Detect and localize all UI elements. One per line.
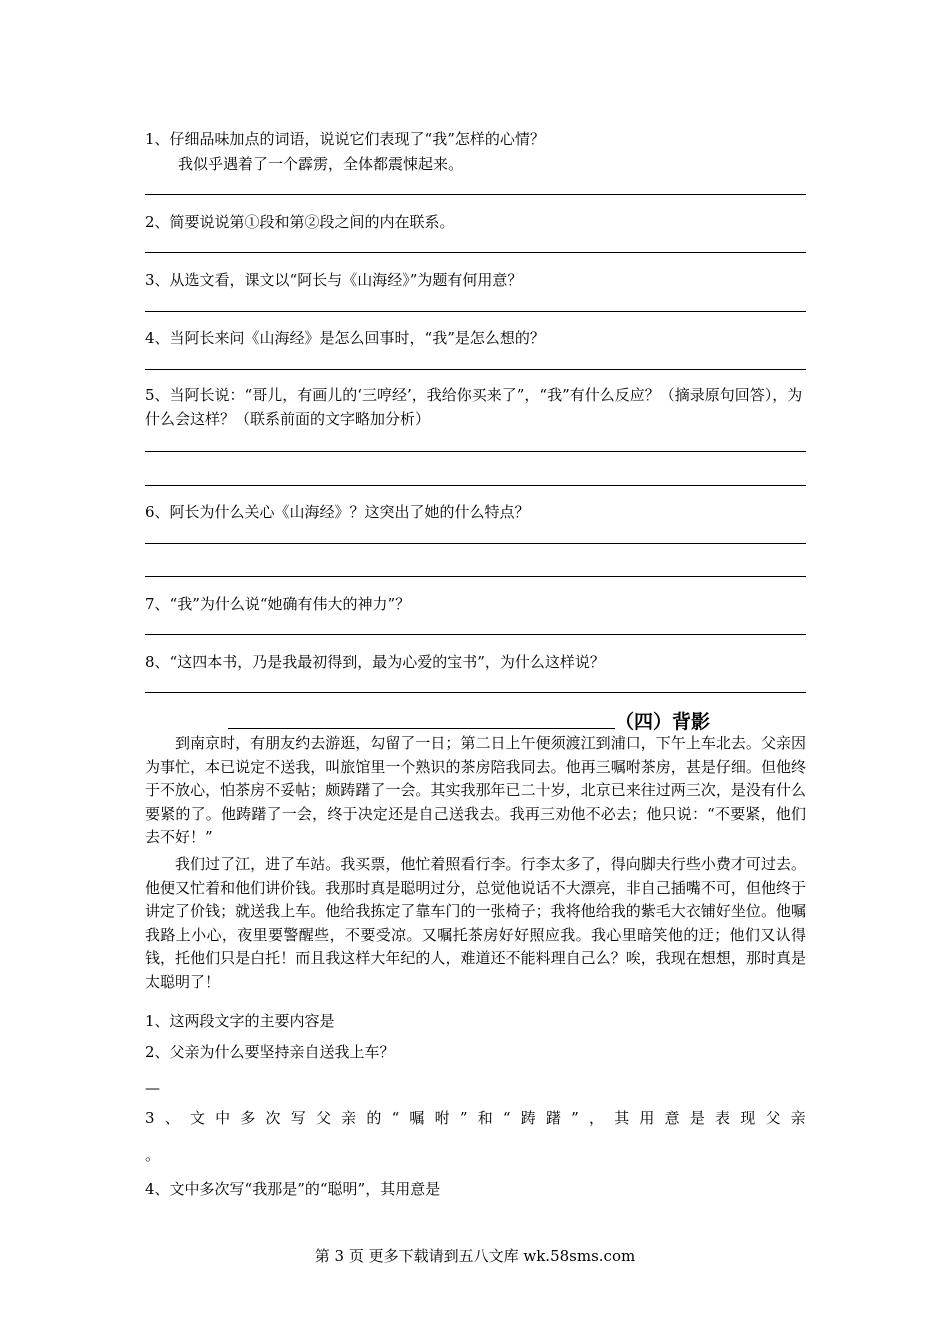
char: 多 xyxy=(240,1109,256,1127)
passage-question-1: 1、这两段文字的主要内容是 xyxy=(145,1012,335,1030)
char: 是 xyxy=(689,1109,705,1127)
answer-line xyxy=(145,485,806,486)
char: 现 xyxy=(740,1109,756,1127)
answer-line xyxy=(145,634,806,635)
char: 表 xyxy=(715,1109,731,1127)
answer-line xyxy=(145,311,806,312)
char: 父 xyxy=(765,1109,781,1127)
char: 3 xyxy=(145,1109,155,1127)
section-title-line xyxy=(228,728,615,729)
char: ， xyxy=(589,1109,605,1127)
passage-question-3-tail: 。 xyxy=(145,1146,161,1164)
question-1: 1、仔细品味加点的词语，说说它们表现了“我”怎样的心情？ xyxy=(145,130,545,148)
char: “ xyxy=(391,1109,400,1127)
char: 踌 xyxy=(520,1109,536,1127)
passage-question-4: 4、文中多次写“我那是”的“聪明”，其用意是 xyxy=(145,1180,441,1198)
char: 父 xyxy=(315,1109,331,1127)
answer-line xyxy=(145,692,806,693)
char: 嘱 xyxy=(409,1109,425,1127)
question-6: 6、阿长为什么关心《山海经》？这突出了她的什么特点？ xyxy=(145,503,530,521)
passage-paragraph-1: 到南京时，有朋友约去游逛，勾留了一日；第二日上午便须渡江到浦口，下午上车北去。父亲因为事忙，本已说定不送我，叫旅馆里一个熟识的茶房陪我同去。他再三嘱咐茶房，甚是仔细。但他终于不放心，怕茶房不妥帖；颇踌躇了一会。其实我那年已二十岁，北京已来往过两三次，是没有什么要紧的了。他踌躇了一会，终于决定还是自己送我去。我再三劝他不必去；他只说：“不要紧，他们去不好！” xyxy=(145,734,806,847)
question-5: 5、当阿长说：“哥儿，有画儿的‘三哼经’，我给你买来了”，“我”有什么反应？（摘录原句回答），为什么会这样？（联系前面的文字略加分析） xyxy=(145,386,803,428)
char: 其 xyxy=(614,1109,630,1127)
answer-line xyxy=(145,252,806,253)
char: 意 xyxy=(664,1109,680,1127)
question-4: 4、当阿长来问《山海经》是怎么回事时，“我”是怎么想的？ xyxy=(145,329,545,347)
char: 次 xyxy=(265,1109,281,1127)
answer-line xyxy=(145,576,806,577)
question-8: 8、“这四本书，乃是我最初得到，最为心爱的宝书”，为什么这样说？ xyxy=(145,653,605,671)
question-2: 2、简要说说第①段和第②段之间的内在联系。 xyxy=(145,213,455,231)
question-3: 3、从选文看，课文以“阿长与《山海经》”为题有何用意？ xyxy=(145,271,523,289)
char: “ xyxy=(502,1109,511,1127)
char: 中 xyxy=(215,1109,231,1127)
char: 文 xyxy=(189,1109,205,1127)
answer-line xyxy=(145,194,806,195)
section-title: （四）背影 xyxy=(615,711,711,733)
passage-paragraph-2: 我们过了江，进了车站。我买票，他忙着照看行李。行李太多了，得向脚夫行些小费才可过去。他便又忙着和他们讲价钱。我那时真是聪明过分，总觉他说话不大漂亮，非自己插嘴不可，但他终于讲定了价钱；就送我上车。他给我拣定了靠车门的一张椅子；我将他给我的紫毛大衣铺好坐位。他嘱我路上小心，夜里要警醒些，不要受凉。又嘱托茶房好好照应我。我心里暗笑他的迂；他们又认得钱，托他们只是白托！而且我这样大年纪的人，难道还不能料理自己么？唉，我现在想想，那时真是太聪明了！ xyxy=(145,855,806,991)
char: ” xyxy=(571,1109,579,1127)
char: 写 xyxy=(290,1109,306,1127)
page-footer: 第 3 页 更多下载请到五八文库 wk.58sms.com xyxy=(314,1247,636,1265)
char: ” xyxy=(459,1109,468,1127)
char: 躇 xyxy=(545,1109,561,1127)
answer-dash: — xyxy=(145,1079,160,1097)
char: 、 xyxy=(164,1109,180,1127)
passage-question-3 xyxy=(145,1107,806,1129)
answer-line xyxy=(145,543,806,544)
answer-line xyxy=(145,451,806,452)
question-7: 7、“我”为什么说“她确有伟大的神力”？ xyxy=(145,595,411,613)
char: 用 xyxy=(639,1109,655,1127)
passage-question-2: 2、父亲为什么要坚持亲自送我上车？ xyxy=(145,1043,395,1061)
char: 亲 xyxy=(341,1109,357,1127)
char: 的 xyxy=(366,1109,382,1127)
char: 和 xyxy=(477,1109,493,1127)
char: 咐 xyxy=(434,1109,450,1127)
answer-line xyxy=(145,369,806,370)
passage-question-3-text xyxy=(145,1107,806,1129)
char: 亲 xyxy=(790,1109,806,1127)
question-1-quote: 我似乎遇着了一个霹雳，全体都震悚起来。 xyxy=(178,155,464,173)
